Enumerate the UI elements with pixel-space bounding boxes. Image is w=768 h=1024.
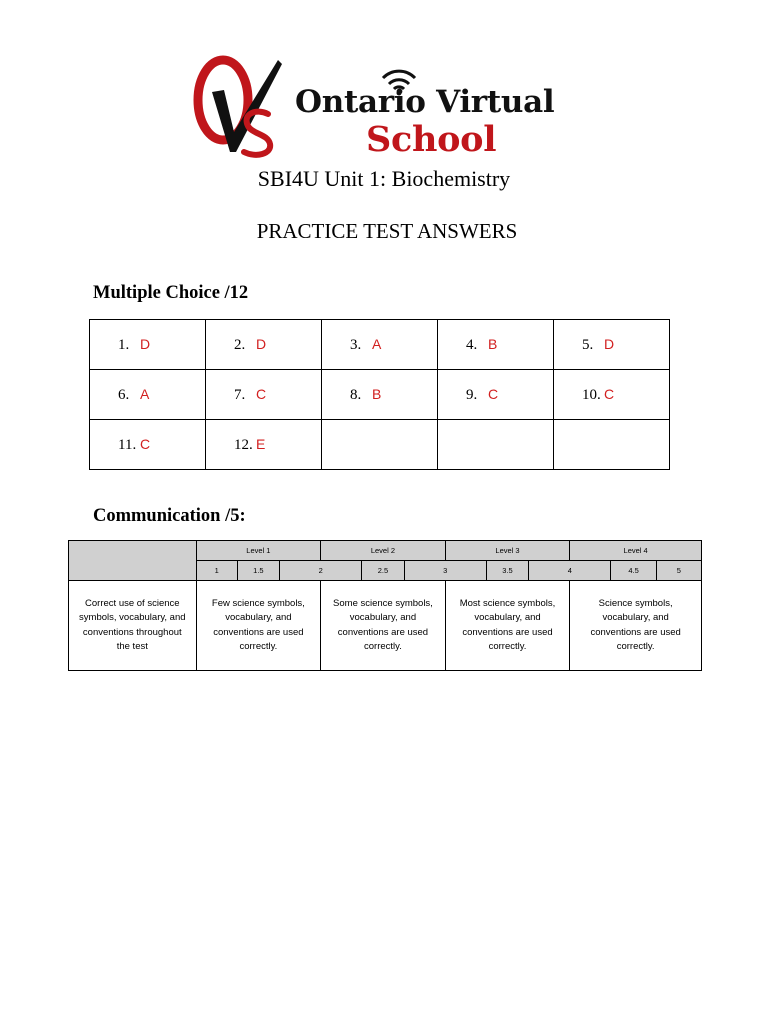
question-number: 3. [350, 336, 362, 353]
level-header: Level 2 [321, 541, 446, 561]
multiple-choice-answer-table [89, 319, 670, 470]
answer-letter: C [256, 385, 267, 402]
answer-cell [206, 420, 322, 470]
question-number: 11. [118, 436, 137, 453]
score-cell: 1 [196, 561, 237, 581]
communication-heading: Communication /5: [93, 506, 246, 526]
answer-letter: B [488, 335, 498, 352]
level-header: Level 3 [445, 541, 570, 561]
answer-cell [90, 420, 206, 470]
level-header: Level 1 [196, 541, 321, 561]
table-row [69, 581, 702, 671]
table-row [90, 420, 670, 470]
answer-cell [554, 320, 670, 370]
question-number: 9. [466, 386, 478, 403]
answer-cell [90, 370, 206, 420]
question-number: 2. [234, 336, 246, 353]
question-number: 1. [118, 336, 130, 353]
level-descriptor: Few science symbols, vocabulary, and conventions are used correctly. [196, 581, 321, 671]
score-cell: 2.5 [362, 561, 404, 581]
answer-cell [438, 370, 554, 420]
ovs-monogram-icon [190, 52, 300, 162]
answer-letter: C [140, 435, 151, 452]
answer-cell [554, 370, 670, 420]
answer-letter: D [256, 335, 267, 352]
answer-letter: D [140, 335, 151, 352]
answer-letter: B [372, 385, 382, 402]
empty-cell [438, 420, 554, 470]
score-cell: 4 [529, 561, 611, 581]
question-number: 4. [466, 336, 478, 353]
score-cell: 4.5 [611, 561, 656, 581]
question-number: 7. [234, 386, 246, 403]
rubric-criterion: Correct use of science symbols, vocabulary, and conventions throughout the test [69, 581, 197, 671]
score-cell: 5 [656, 561, 701, 581]
rubric-corner-cell [69, 541, 197, 581]
question-number: 8. [350, 386, 362, 403]
answer-cell [90, 320, 206, 370]
answer-cell [322, 370, 438, 420]
empty-cell [554, 420, 670, 470]
logo-text-ontario-virtual: Ontario Virtual [295, 84, 555, 120]
multiple-choice-heading: Multiple Choice /12 [93, 283, 249, 303]
question-number: 6. [118, 386, 130, 403]
document-subtitle: PRACTICE TEST ANSWERS [256, 219, 518, 243]
level-descriptor: Most science symbols, vocabulary, and conventions are used correctly. [445, 581, 570, 671]
level-descriptor: Some science symbols, vocabulary, and conventions are used correctly. [321, 581, 446, 671]
table-row [69, 541, 702, 561]
answer-cell [322, 320, 438, 370]
question-number: 5. [582, 336, 594, 353]
answer-letter: E [256, 435, 266, 452]
score-cell: 1.5 [237, 561, 279, 581]
answer-cell [206, 370, 322, 420]
answer-cell [438, 320, 554, 370]
ontario-virtual-school-logo [190, 52, 570, 162]
document-title: SBI4U Unit 1: Biochemistry [257, 166, 511, 191]
answer-letter: C [488, 385, 499, 402]
question-number: 10. [582, 386, 601, 403]
answer-letter: D [604, 335, 615, 352]
communication-rubric-table [68, 540, 702, 671]
score-cell: 2 [279, 561, 361, 581]
table-row [90, 320, 670, 370]
answer-letter: C [604, 385, 615, 402]
score-cell: 3 [404, 561, 486, 581]
table-row [90, 370, 670, 420]
question-number: 12. [234, 436, 253, 453]
answer-cell [206, 320, 322, 370]
empty-cell [322, 420, 438, 470]
logo-text-school: School [366, 119, 497, 160]
answer-letter: A [372, 335, 382, 352]
level-descriptor: Science symbols, vocabulary, and conventions are used correctly. [570, 581, 702, 671]
level-header: Level 4 [570, 541, 702, 561]
score-cell: 3.5 [486, 561, 528, 581]
answer-letter: A [140, 385, 150, 402]
